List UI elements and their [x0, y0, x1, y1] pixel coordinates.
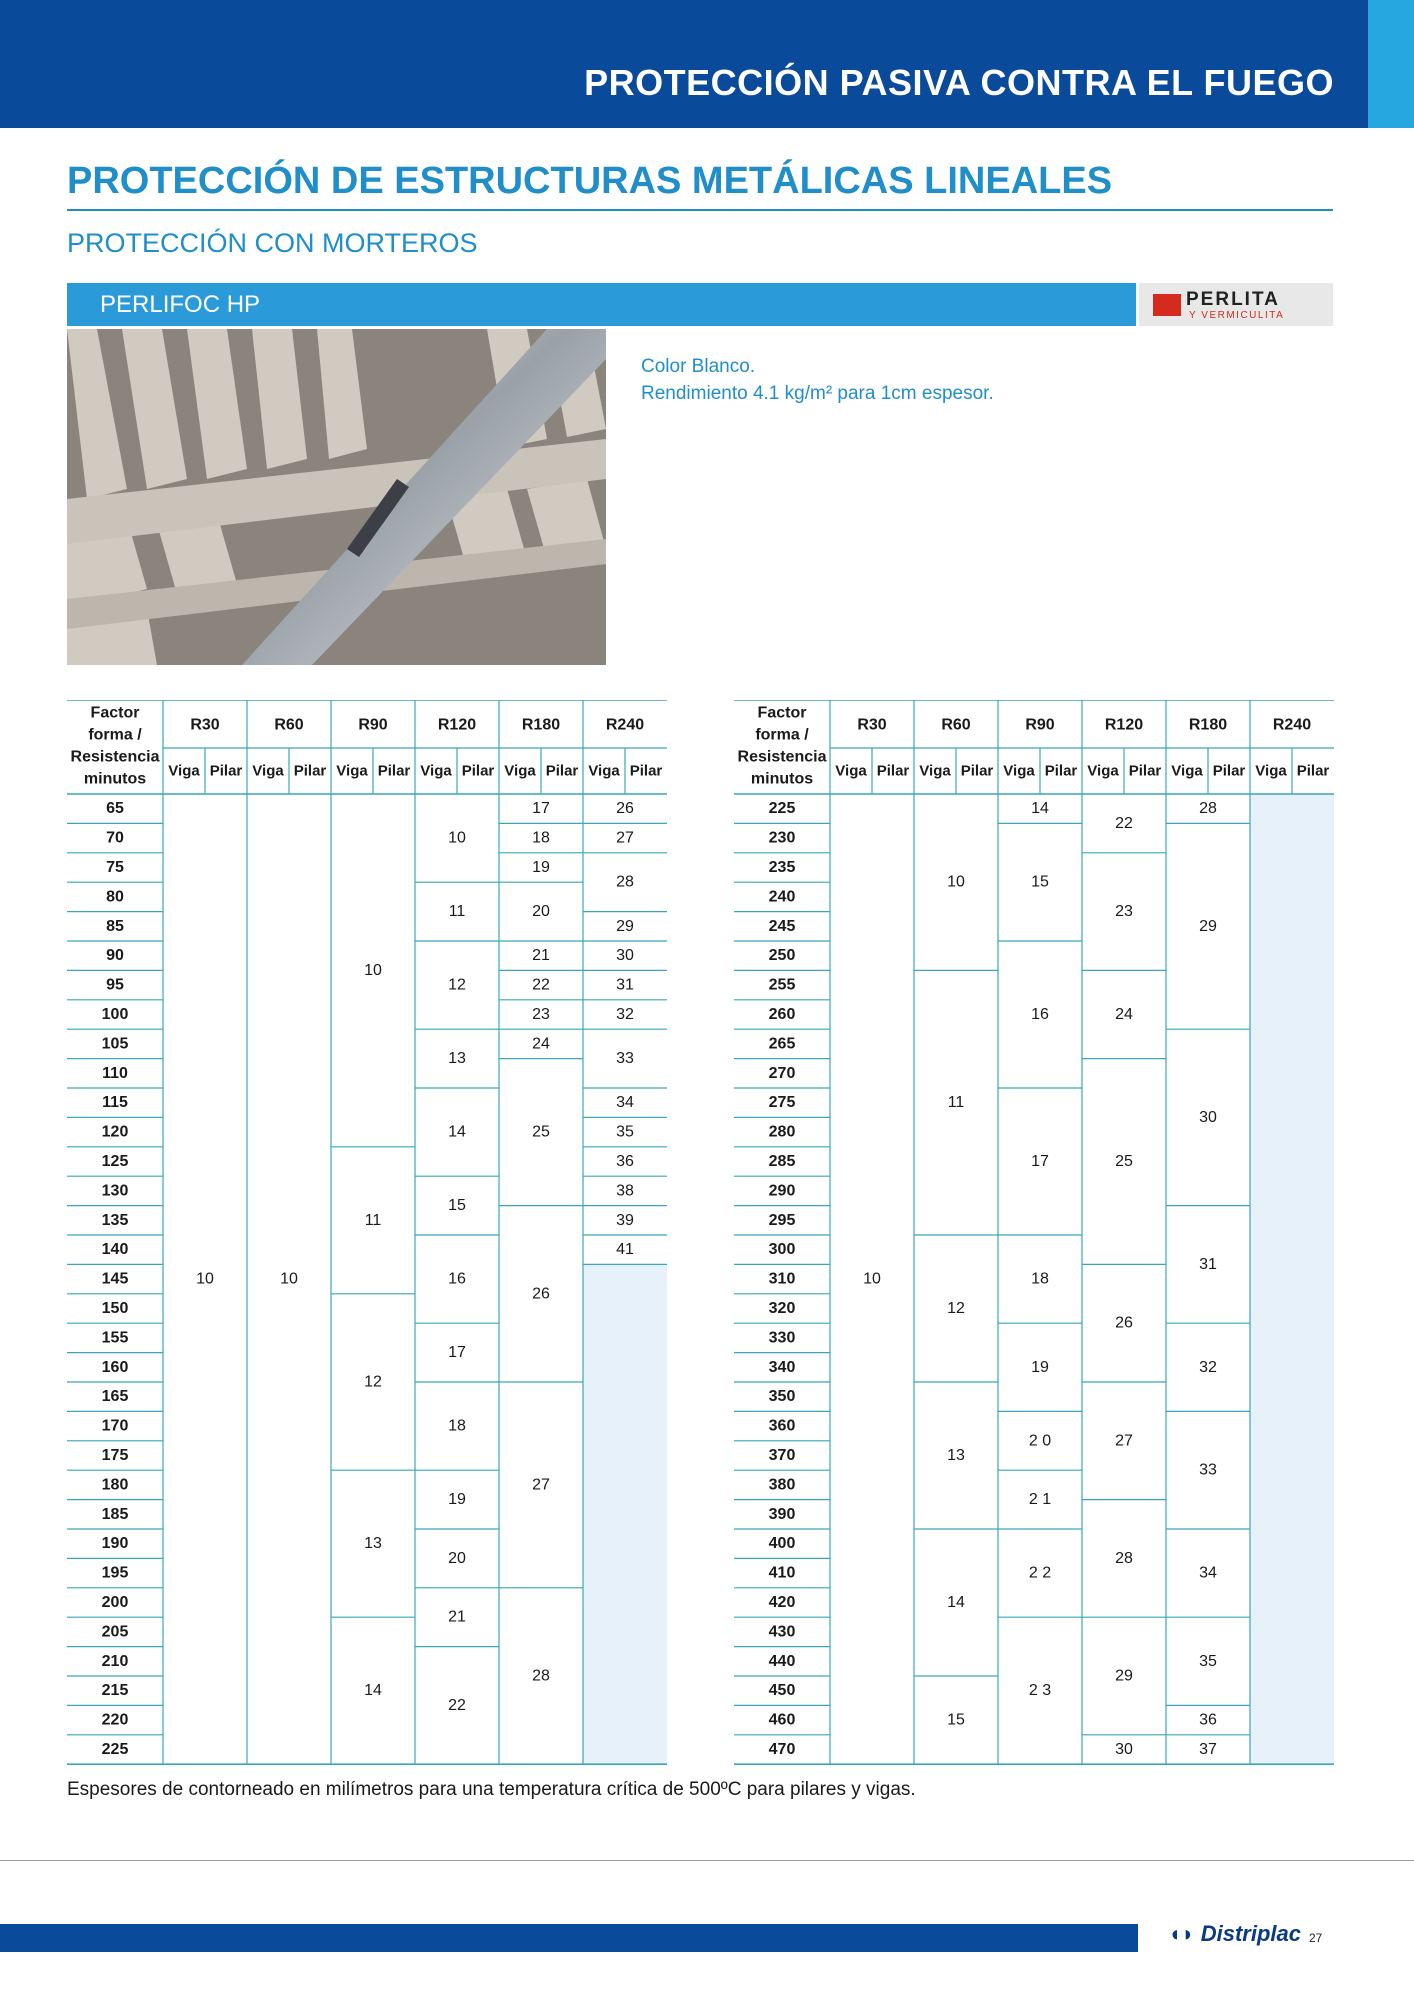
thickness-value: 14: [448, 1123, 466, 1141]
footer-brand: [1168, 1921, 1301, 1947]
factor-value: 265: [768, 1035, 796, 1053]
factor-value: 145: [101, 1270, 129, 1288]
thickness-value: 10: [448, 829, 466, 847]
thickness-value: 33: [1199, 1461, 1217, 1479]
viga-header: Viga: [336, 762, 368, 780]
thickness-value: 13: [364, 1535, 382, 1553]
factor-value: 470: [768, 1741, 796, 1758]
factor-value: 295: [768, 1211, 796, 1229]
thickness-value: 17: [448, 1344, 466, 1362]
thickness-value: 34: [616, 1094, 634, 1112]
factor-header-line: Resistencia: [737, 748, 827, 766]
factor-value: 450: [768, 1682, 796, 1700]
factor-value: 240: [768, 888, 796, 906]
thickness-value: 10: [280, 1270, 298, 1288]
thickness-value: 13: [947, 1447, 965, 1464]
pilar-header: Pilar: [209, 762, 243, 780]
thickness-value: 23: [532, 1006, 550, 1023]
footer-brand-name: Distriplac: [1200, 1921, 1301, 1946]
thickness-value: 2 0: [1028, 1432, 1052, 1450]
title-divider: [67, 209, 1333, 211]
factor-value: 285: [768, 1153, 796, 1170]
thickness-value: 14: [364, 1682, 382, 1700]
thickness-value: 19: [532, 859, 550, 876]
factor-value: 225: [768, 800, 796, 818]
thickness-value: 12: [448, 976, 466, 994]
thickness-value: 12: [947, 1300, 965, 1317]
factor-value: 430: [768, 1623, 796, 1641]
thickness-value: 26: [1115, 1314, 1133, 1332]
factor-header-line: Factor: [90, 704, 140, 722]
thickness-value: 2 3: [1028, 1682, 1052, 1700]
factor-value: 190: [101, 1535, 129, 1553]
empty-cell: [1250, 794, 1334, 1764]
factor-header-line: Resistencia: [70, 748, 160, 766]
viga-header: Viga: [835, 762, 867, 780]
thickness-table-left: [67, 700, 667, 1766]
thickness-value: 28: [616, 873, 634, 891]
thickness-value: 30: [616, 947, 634, 965]
thickness-value: 13: [448, 1050, 466, 1068]
factor-value: 205: [101, 1623, 129, 1641]
factor-value: 85: [106, 917, 124, 935]
factor-value: 135: [101, 1211, 129, 1229]
factor-value: 255: [768, 976, 796, 994]
footer-bar: [0, 1924, 1138, 1952]
thickness-value: 12: [364, 1373, 382, 1391]
thickness-value: 25: [1115, 1153, 1133, 1170]
factor-header-line: minutos: [750, 770, 814, 788]
distriplac-logo-icon: ◖◗: [1168, 1921, 1201, 1946]
thickness-value: 29: [1199, 917, 1217, 935]
factor-value: 210: [101, 1652, 129, 1670]
factor-value: 270: [768, 1064, 796, 1082]
thickness-value: 35: [1199, 1652, 1217, 1670]
factor-value: 380: [768, 1476, 796, 1494]
thickness-value: 18: [532, 829, 550, 847]
factor-value: 320: [768, 1300, 796, 1317]
logo-subtext: Y VERMICULITA: [1189, 310, 1285, 321]
thickness-value: 25: [532, 1123, 550, 1141]
thickness-value: 34: [1199, 1564, 1217, 1582]
thickness-value: 20: [448, 1549, 466, 1567]
factor-value: 155: [101, 1329, 129, 1347]
factor-value: 140: [101, 1241, 129, 1259]
thickness-value: 15: [947, 1711, 965, 1729]
factor-value: 460: [768, 1711, 796, 1729]
thickness-value: 24: [1115, 1006, 1133, 1023]
viga-header: Viga: [420, 762, 452, 780]
thickness-value: 19: [1031, 1358, 1049, 1376]
thickness-value: 19: [448, 1491, 466, 1509]
thickness-value: 20: [532, 903, 550, 921]
pilar-header: Pilar: [629, 762, 663, 780]
thickness-value: 10: [364, 961, 382, 979]
viga-header: Viga: [504, 762, 536, 780]
resistance-header: R180: [521, 716, 561, 734]
thickness-value: 27: [532, 1476, 550, 1494]
factor-value: 370: [768, 1447, 796, 1464]
thickness-value: 2 2: [1028, 1564, 1052, 1582]
thickness-value: 17: [1031, 1153, 1049, 1170]
factor-value: 75: [106, 859, 124, 876]
thickness-value: 29: [616, 917, 634, 935]
factor-header-line: forma /: [88, 726, 142, 744]
factor-value: 280: [768, 1123, 796, 1141]
ceiling-duct-image: [67, 329, 606, 665]
thickness-value: 15: [1031, 873, 1049, 891]
factor-value: 110: [102, 1064, 128, 1082]
resistance-header: R30: [190, 716, 220, 734]
thickness-value: 27: [616, 829, 634, 847]
thickness-value: 11: [448, 903, 466, 921]
factor-value: 185: [101, 1505, 129, 1523]
footer-divider: [0, 1860, 1414, 1861]
factor-value: 175: [101, 1447, 129, 1464]
product-name: PERLIFOC HP: [100, 291, 261, 318]
factor-value: 330: [768, 1329, 796, 1347]
thickness-value: 10: [196, 1270, 214, 1288]
resistance-header: R60: [274, 716, 304, 734]
viga-header: Viga: [1171, 762, 1203, 780]
thickness-value: 16: [1031, 1006, 1049, 1023]
factor-value: 340: [768, 1358, 796, 1376]
factor-header-line: minutos: [83, 770, 147, 788]
thickness-value: 2 1: [1028, 1491, 1052, 1509]
factor-header-line: Factor: [757, 704, 807, 722]
thickness-value: 24: [532, 1035, 550, 1053]
factor-value: 300: [768, 1241, 796, 1259]
thickness-table-right: [734, 700, 1334, 1766]
factor-value: 165: [101, 1388, 129, 1406]
thickness-value: 32: [1199, 1358, 1217, 1376]
resistance-header: R90: [358, 716, 388, 734]
factor-value: 115: [102, 1094, 128, 1112]
resistance-header: R180: [1188, 716, 1228, 734]
thickness-value: 32: [616, 1006, 634, 1023]
factor-value: 390: [768, 1505, 796, 1523]
thickness-value: 14: [947, 1594, 965, 1611]
thickness-value: 23: [1115, 903, 1133, 921]
factor-value: 230: [768, 829, 796, 847]
factor-value: 440: [768, 1652, 796, 1670]
factor-value: 360: [768, 1417, 796, 1435]
thickness-value: 28: [1199, 800, 1217, 818]
factor-value: 180: [101, 1476, 129, 1494]
resistance-header: R120: [437, 716, 477, 734]
thickness-value: 31: [1199, 1255, 1217, 1273]
description-color: Color Blanco.: [641, 356, 756, 377]
factor-value: 105: [101, 1035, 129, 1053]
logo-text: PERLITA: [1186, 289, 1280, 310]
thickness-value: 11: [947, 1094, 965, 1112]
thickness-value: 22: [1115, 814, 1133, 832]
factor-value: 245: [768, 917, 796, 935]
thickness-value: 21: [532, 947, 550, 965]
product-photo: [67, 329, 606, 665]
factor-value: 225: [101, 1741, 129, 1758]
table-left-grid: [67, 700, 667, 1766]
pilar-header: Pilar: [377, 762, 411, 780]
viga-header: Viga: [168, 762, 200, 780]
resistance-header: R60: [941, 716, 971, 734]
thickness-value: 39: [616, 1211, 634, 1229]
table-right-grid: [734, 700, 1334, 1766]
description-yield: Rendimiento 4.1 kg/m² para 1cm espesor.: [641, 383, 994, 404]
thickness-value: 35: [616, 1123, 634, 1141]
section-title: PROTECCIÓN PASIVA CONTRA EL FUEGO: [584, 62, 1334, 103]
header-accent: [1368, 0, 1414, 128]
factor-value: 250: [768, 947, 796, 965]
thickness-value: 18: [1031, 1270, 1049, 1288]
thickness-value: 14: [1031, 800, 1049, 818]
product-description: [641, 353, 994, 407]
empty-cell: [583, 1264, 667, 1764]
factor-value: 400: [768, 1535, 796, 1553]
factor-value: 260: [768, 1006, 796, 1023]
brand-logo: [1139, 283, 1333, 326]
thickness-value: 27: [1115, 1432, 1133, 1450]
factor-value: 65: [106, 800, 124, 818]
thickness-value: 17: [532, 800, 550, 818]
factor-value: 220: [101, 1711, 129, 1729]
table-footnote: Espesores de contorneado en milímetros para una temperatura crítica de 500ºC para pilares y vigas.: [67, 1779, 916, 1800]
factor-value: 420: [768, 1594, 796, 1611]
thickness-value: 26: [532, 1285, 550, 1303]
pilar-header: Pilar: [461, 762, 495, 780]
factor-value: 70: [106, 829, 124, 847]
thickness-value: 30: [1115, 1741, 1133, 1758]
factor-value: 235: [768, 859, 796, 876]
viga-header: Viga: [919, 762, 951, 780]
factor-value: 215: [101, 1682, 129, 1700]
factor-value: 290: [768, 1182, 796, 1200]
factor-value: 350: [768, 1388, 796, 1406]
factor-value: 160: [101, 1358, 129, 1376]
factor-value: 95: [106, 976, 124, 994]
thickness-value: 26: [616, 800, 634, 818]
thickness-value: 29: [1115, 1667, 1133, 1685]
pilar-header: Pilar: [1044, 762, 1078, 780]
viga-header: Viga: [1087, 762, 1119, 780]
page-title: PROTECCIÓN DE ESTRUCTURAS METÁLICAS LINEALES: [67, 160, 1113, 202]
thickness-value: 33: [616, 1050, 634, 1068]
thickness-value: 41: [616, 1241, 634, 1259]
resistance-header: R240: [1272, 716, 1312, 734]
factor-header-line: forma /: [755, 726, 809, 744]
resistance-header: R240: [605, 716, 645, 734]
factor-value: 150: [101, 1300, 129, 1317]
thickness-value: 16: [448, 1270, 466, 1288]
factor-value: 275: [768, 1094, 796, 1112]
thickness-value: 11: [364, 1211, 382, 1229]
factor-value: 100: [101, 1006, 129, 1023]
pilar-header: Pilar: [876, 762, 910, 780]
pilar-header: Pilar: [1296, 762, 1330, 780]
resistance-header: R120: [1104, 716, 1144, 734]
viga-header: Viga: [588, 762, 620, 780]
pilar-header: Pilar: [293, 762, 327, 780]
thickness-value: 37: [1199, 1741, 1217, 1758]
resistance-header: R30: [857, 716, 887, 734]
factor-value: 125: [101, 1153, 129, 1170]
thickness-value: 15: [448, 1197, 466, 1215]
logo-mark-icon: [1153, 294, 1181, 316]
factor-value: 195: [101, 1564, 129, 1582]
factor-value: 170: [101, 1417, 129, 1435]
pilar-header: Pilar: [960, 762, 994, 780]
factor-value: 310: [768, 1270, 796, 1288]
thickness-value: 31: [616, 976, 634, 994]
pilar-header: Pilar: [545, 762, 579, 780]
factor-value: 200: [101, 1594, 129, 1611]
factor-value: 90: [106, 947, 124, 965]
factor-value: 80: [106, 888, 124, 906]
thickness-value: 21: [448, 1608, 466, 1626]
thickness-value: 28: [532, 1667, 550, 1685]
thickness-value: 30: [1199, 1108, 1217, 1126]
factor-value: 130: [101, 1182, 129, 1200]
thickness-value: 22: [448, 1696, 466, 1714]
viga-header: Viga: [1255, 762, 1287, 780]
viga-header: Viga: [1003, 762, 1035, 780]
resistance-header: R90: [1025, 716, 1055, 734]
factor-value: 410: [768, 1564, 796, 1582]
thickness-value: 10: [863, 1270, 881, 1288]
thickness-value: 28: [1115, 1549, 1133, 1567]
viga-header: Viga: [252, 762, 284, 780]
page-number: 27: [1309, 1931, 1323, 1945]
page-subtitle: PROTECCIÓN CON MORTEROS: [67, 228, 478, 258]
thickness-value: 22: [532, 976, 550, 994]
thickness-value: 18: [448, 1417, 466, 1435]
pilar-header: Pilar: [1128, 762, 1162, 780]
thickness-value: 36: [1199, 1711, 1217, 1729]
pilar-header: Pilar: [1212, 762, 1246, 780]
thickness-value: 38: [616, 1182, 634, 1200]
thickness-value: 10: [947, 873, 965, 891]
thickness-value: 36: [616, 1153, 634, 1170]
factor-value: 120: [101, 1123, 129, 1141]
